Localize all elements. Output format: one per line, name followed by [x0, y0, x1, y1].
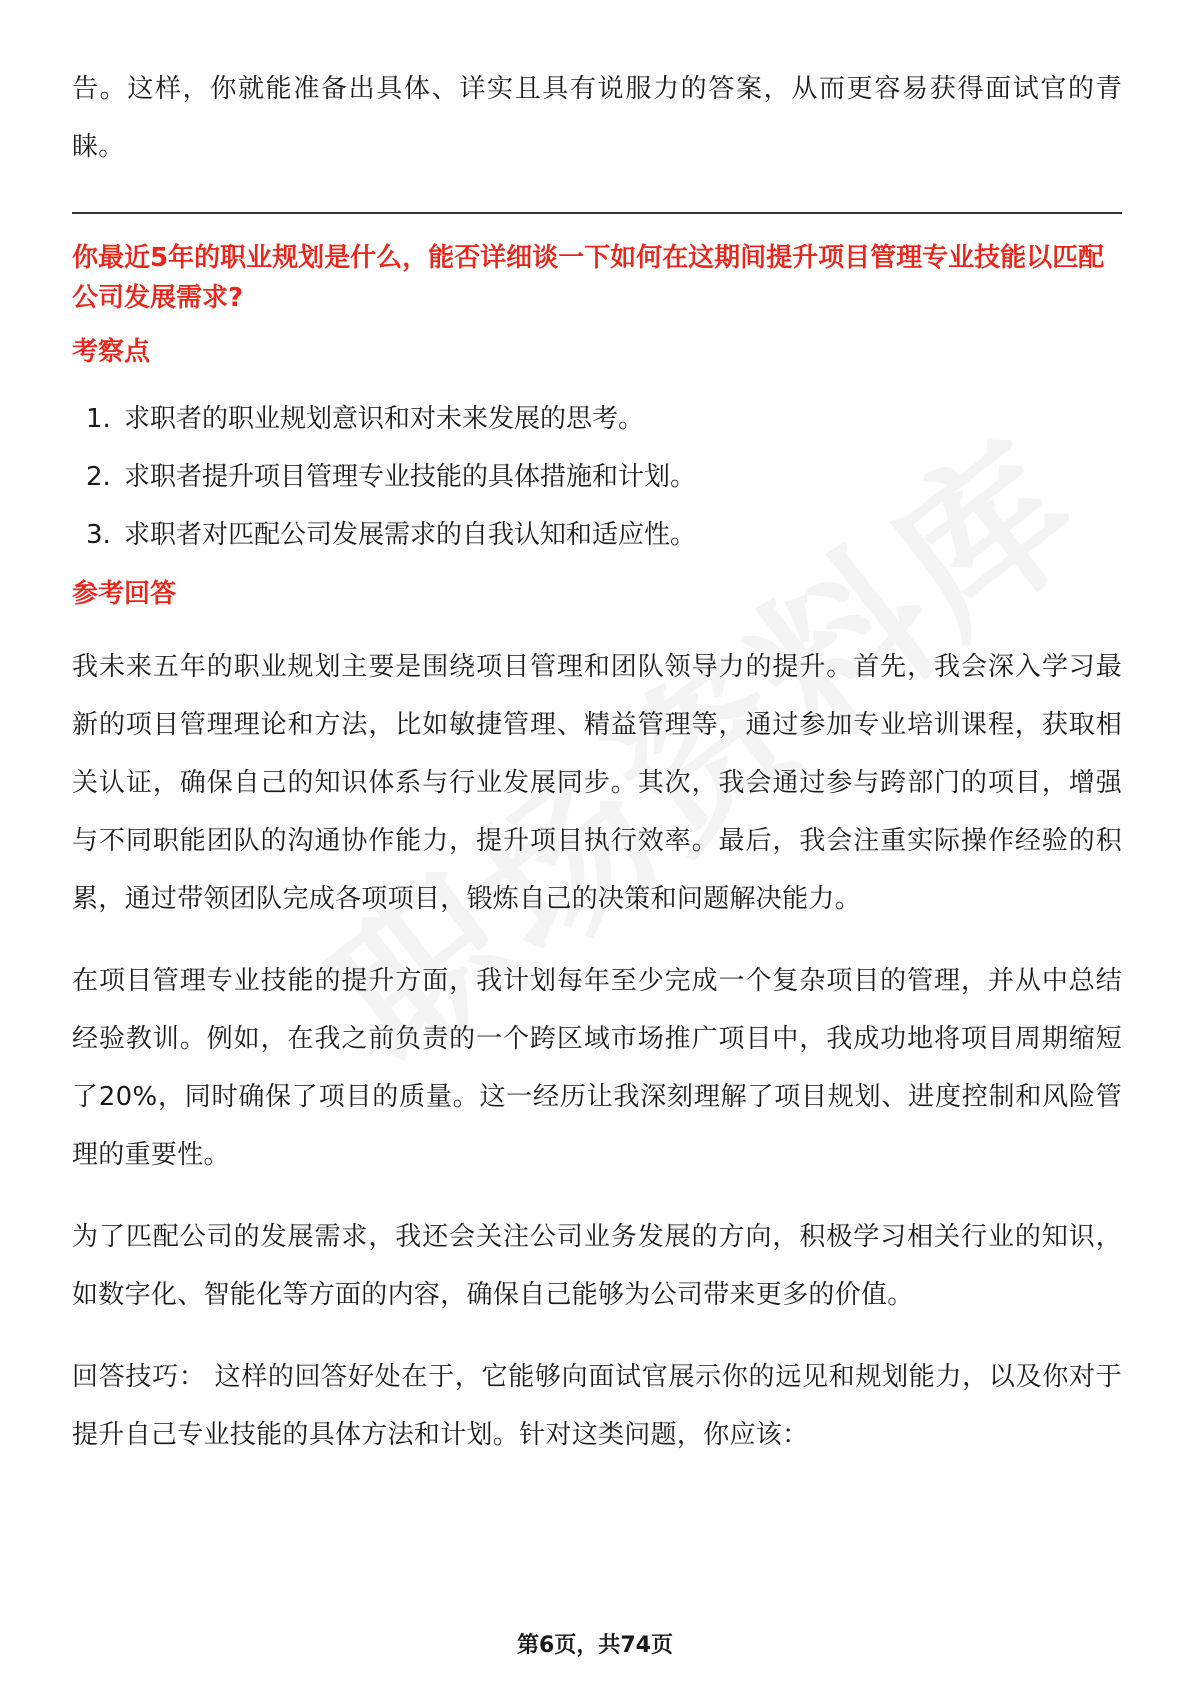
answer-tips-paragraph: 回答技巧： 这样的回答好处在于，它能够向面试官展示你的远见和规划能力，以及你对于提升自己专业技能的具体方法和计划。针对这类问题，你应该：: [72, 1362, 1122, 1450]
intro-paragraph: 告。这样，你就能准备出具体、详实且具有说服力的答案，从而更容易获得面试官的青睐。: [72, 74, 1122, 162]
answer-paragraph: 我未来五年的职业规划主要是围绕项目管理和团队领导力的提升。首先，我会深入学习最新的项目管理理论和方法，比如敏捷管理、精益管理等，通过参加专业培训课程，获取相关认证，确保自己的知识体系与行业发展同步。其次，我会通过参与跨部门的项目，增强与不同职能团队的沟通协作能力，提升项目执行效率。最后，我会注重实际操作经验的积累，通过带领团队完成各项项目，锻炼自己的决策和问题解决能力。: [72, 652, 1122, 914]
answer-paragraph: 在项目管理专业技能的提升方面，我计划每年至少完成一个复杂项目的管理，并从中总结经验教训。例如，在我之前负责的一个跨区域市场推广项目中，我成功地将项目周期缩短了20%，同时确保了项目的质量。这一经历让我深刻理解了项目规划、进度控制和风险管理的重要性。: [72, 966, 1122, 1170]
list-item: [86, 390, 1122, 448]
list-item: [86, 448, 1122, 506]
answer-paragraph: 为了匹配公司的发展需求，我还会关注公司业务发展的方向，积极学习相关行业的知识，如数字化、智能化等方面的内容，确保自己能够为公司带来更多的价值。: [72, 1222, 1122, 1310]
list-item-text: 求职者的职业规划意识和对未来发展的思考。: [124, 404, 645, 434]
points-list: [72, 390, 1122, 564]
question-heading: 你最近5年的职业规划是什么，能否详细谈一下如何在这期间提升项目管理专业技能以匹配公司发展需求?: [72, 243, 1105, 313]
answer-section-title: 参考回答: [72, 579, 177, 609]
list-item: [86, 506, 1122, 564]
list-item-number: 3.: [86, 520, 111, 550]
points-section-title: 考察点: [72, 337, 151, 367]
page-content: [72, 60, 1122, 1464]
list-item-number: 2.: [86, 462, 111, 492]
page-number: 第6页，共74页: [517, 1633, 673, 1658]
section-divider: [72, 212, 1122, 214]
list-item-text: 求职者提升项目管理专业技能的具体措施和计划。: [124, 462, 697, 492]
list-item-number: 1.: [86, 404, 111, 434]
list-item-text: 求职者对匹配公司发展需求的自我认知和适应性。: [124, 520, 697, 550]
